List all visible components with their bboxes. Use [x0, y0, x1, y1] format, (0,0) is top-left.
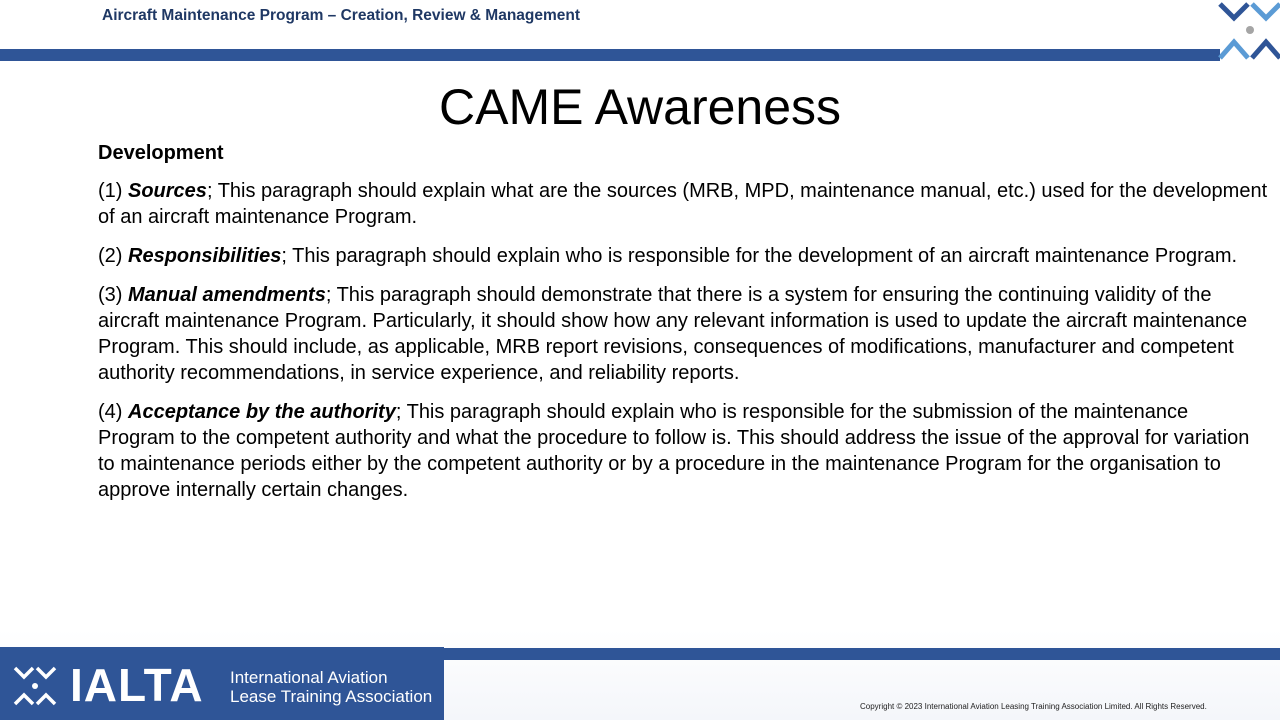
header-bar [0, 49, 1220, 61]
paragraph-responsibilities [98, 243, 1270, 269]
slide-content [98, 140, 1270, 516]
logo-wordmark: IALTA [70, 659, 204, 711]
paragraph-text: ; This paragraph should demonstrate that there is a system for ensuring the continuing validity of the aircraft maintenance Program. Particularly, it should show how any relevant information is used to update the aircraft maintenance Program. This should include, as applicable, MRB report revisions, consequences of modifications, manufacturer and competent authority recommendations, in service experience, and reliability reports. [98, 284, 1248, 384]
paragraph-number: (4) [98, 401, 128, 423]
paragraph-term: Acceptance by the authority [128, 401, 396, 423]
paragraph-number: (1) [98, 180, 128, 202]
logo-association-name [230, 668, 432, 706]
ialta-footer-logo [0, 647, 444, 720]
paragraph-number: (3) [98, 284, 128, 306]
logo-line-1: International Aviation [230, 668, 388, 687]
logo-line-2: Lease Training Association [230, 687, 433, 706]
paragraph-term: Manual amendments [128, 284, 326, 306]
paragraph-manual-amendments [98, 282, 1270, 386]
footer-bar [444, 648, 1280, 660]
paragraph-sources [98, 178, 1270, 230]
paragraph-text: ; This paragraph should explain who is responsible for the development of an aircraft maintenance Program. [281, 245, 1238, 267]
header-title: Aircraft Maintenance Program – Creation, Review & Management [102, 7, 581, 24]
slide-title: CAME Awareness [438, 79, 842, 135]
copyright-notice: Copyright © 2023 International Aviation Leasing Training Association Limited. All Rights Reserved. [860, 702, 1207, 711]
paragraph-text: ; This paragraph should explain who is responsible for the submission of the maintenance Program to the competent authority and what the procedure to follow is. This should address the issue of the approval for variation to maintenance periods either by the competent authority or by a procedure in the maintenance Program for the organisation to approve internally certain changes. [98, 401, 1250, 501]
ialta-logo-mark-icon [12, 665, 58, 707]
ialta-mark-icon [1216, 0, 1280, 62]
paragraph-text: ; This paragraph should explain what are the sources (MRB, MPD, maintenance manual, etc.) used for the development of an aircraft maintenance Program. [98, 180, 1268, 228]
paragraph-term: Sources [128, 180, 207, 202]
paragraph-number: (2) [98, 245, 128, 267]
section-heading: Development [98, 142, 224, 164]
paragraph-term: Responsibilities [128, 245, 282, 267]
paragraph-acceptance [98, 399, 1270, 503]
